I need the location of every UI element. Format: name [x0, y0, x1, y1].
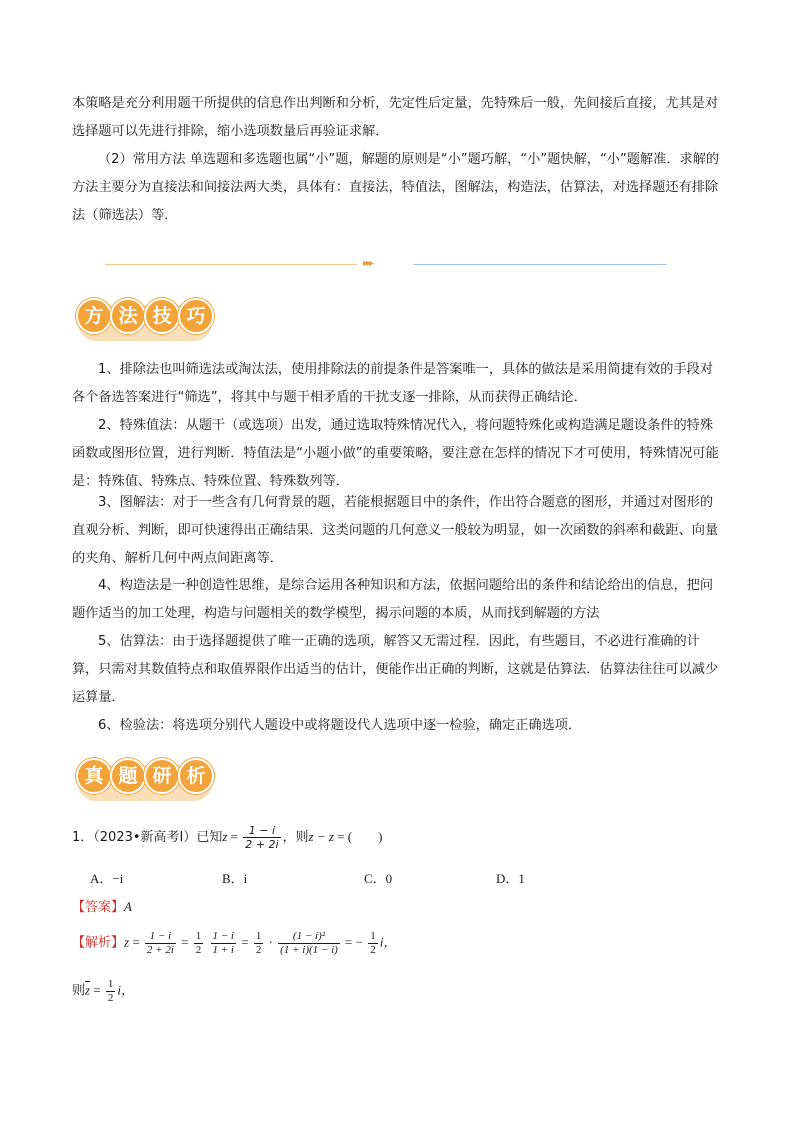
analysis-fraction-6	[368, 930, 378, 957]
analysis-label: 【解析】	[72, 935, 125, 951]
banner-char-1: 真	[76, 758, 112, 794]
section-banner-exam	[74, 758, 214, 802]
answer-label: 【答案】	[72, 900, 125, 915]
fraction-numerator: 1	[255, 930, 262, 942]
option-a: A．−i	[90, 871, 124, 886]
fraction-denominator: (1 + i)(1 − i)	[280, 944, 338, 956]
question-numerator: 1 − i	[243, 824, 280, 838]
fraction-denominator: 2 + 2i	[146, 944, 174, 956]
analysis-fraction-4	[254, 930, 264, 957]
analysis-fraction-2	[194, 930, 204, 957]
banner-char-4: 巧	[178, 298, 214, 334]
banner-char-2: 法	[110, 298, 146, 334]
question-stem	[72, 824, 382, 851]
analysis-fraction-5	[278, 930, 340, 957]
answer-line	[72, 896, 132, 915]
divider-line-right	[413, 264, 667, 265]
analysis-line2-fraction	[106, 978, 116, 1005]
option-d: D．1	[496, 871, 525, 886]
section-divider	[105, 258, 667, 272]
question-denominator: 2 + 2i	[245, 838, 279, 851]
answer-value: A	[124, 899, 132, 914]
analysis-line-1: 【解析】z = $\frac{1 - i}{2 + 2i}$ = $\frac{1}{2}$ $\frac{1 - i}{1 + i}$ = $\frac{1}{2}$ · $\frac{\text{(1 − i)²}}{(1 + i)(1 - i)}$ = − $\frac{1}{2}$ i，	[72, 930, 397, 956]
question-mid: ，则	[282, 830, 309, 845]
fraction-numerator: 1 − i	[212, 930, 234, 942]
fraction-denominator: 2	[195, 944, 202, 956]
fraction-numerator: 1	[107, 978, 114, 990]
banner-char-4: 析	[178, 758, 214, 794]
divider-line-left	[105, 264, 357, 265]
question-z: z	[222, 829, 228, 844]
analysis-end: i，	[379, 934, 397, 950]
question-eq: =	[227, 829, 242, 844]
option-c: C．0	[364, 871, 393, 886]
analysis-fraction-1	[145, 930, 176, 957]
method-item-3: 3、图解法：对于一些含有几何背景的题，若能根据题目中的条件，作出符合题意的图形，并通过对图形的直观分析、判断，即可快速得出正确结果．这类问题的几何意义一般较为明显，如一次函数的斜率和截距、向量的夹角、解析几何中两点间距离等．	[72, 495, 719, 566]
fraction-numerator: 1	[370, 930, 376, 942]
section-banner-methods	[74, 298, 214, 342]
question-expression: z − z	[308, 829, 334, 844]
fraction-denominator: 2	[107, 992, 114, 1004]
method-item-1: 1、排除法也叫筛选法或淘汰法，使用排除法的前提条件是答案唯一，具体的做法是采用简捷有效的手段对各个备选答案进行“筛选”，将其中与题干相矛盾的干扰支逐一排除，从而获得正确结论．	[72, 362, 714, 405]
question-tail: = ( )	[333, 829, 383, 844]
fraction-denominator: 1 + i	[212, 944, 234, 956]
option-b: B．i	[222, 871, 248, 886]
banner-char-3: 研	[144, 758, 180, 794]
analysis-z: z	[124, 934, 130, 950]
method-item-6: 6、检验法：将选项分别代人题设中或将题设代人选项中逐一检验，确定正确选项．	[98, 718, 582, 733]
banner-char-2: 题	[110, 758, 146, 794]
intro-paragraph-1: 本策略是充分利用题干所提供的信息作出判断和分析，先定性后定量，先特殊后一般，先间接后直接，尤其是对选择题可以先进行排除，缩小选项数量后再验证求解．	[72, 96, 719, 139]
analysis-zbar: $\overline{z}$	[85, 982, 91, 998]
method-item-5: 5、估算法：由于选择题提供了唯一正确的选项，解答又无需过程．因此，有些题目，不必进行准确的计算，只需对其数值特点和取值界限作出适当的估计，便能作出正确的判断，这就是估算法．估算法往往可以减少运算量．	[72, 634, 719, 705]
fraction-numerator: 1 − i	[145, 930, 176, 944]
fraction-denominator: 2	[370, 944, 376, 956]
question-fraction	[243, 824, 280, 851]
banner-char-3: 技	[144, 298, 180, 334]
method-item-4: 4、构造法是一种创造性思维，是综合运用各种知识和方法，依据问题给出的条件和结论给出的信息，把问题作适当的加工处理，构造与问题相关的数学模型，揭示问题的本质，从而找到解题的方法	[72, 578, 714, 621]
analysis-line2-end: i，	[117, 982, 135, 998]
question-prefix: 1．（2023•新高考Ⅰ）已知	[72, 830, 223, 845]
analysis-line-2: 则$\overline{z}$ = $\frac{1}{2}$ i，	[72, 978, 135, 1004]
triple-arrow-icon: ▸▸▸	[363, 258, 373, 269]
analysis-fraction-3	[211, 930, 236, 957]
banner-char-1: 方	[76, 298, 112, 334]
fraction-numerator: (1 − i)²	[278, 930, 340, 944]
fraction-numerator: 1	[195, 930, 202, 942]
fraction-denominator: 2	[255, 944, 262, 956]
intro-paragraph-2: （2）常用方法 单选题和多选题也属“小”题，解题的原则是“小”题巧解，“小”题快解，“小”题解准．求解的方法主要分为直接法和间接法两大类，具体有：直接法，特值法，图解法，构造法，估算法，对选择题还有排除法（筛选法）等．	[72, 152, 720, 223]
analysis-line2-prefix: 则	[72, 983, 86, 999]
method-item-2: 2、特殊值法：从题干（或选项）出发，通过选取特殊情况代入，将问题特殊化或构造满足题设条件的特殊函数或图形位置，进行判断．特值法是“小题小做”的重要策略，要注意在怎样的情况下才可使用，特殊情况可能是：特殊值、特殊点、特殊位置、特殊数列等．	[72, 418, 719, 489]
